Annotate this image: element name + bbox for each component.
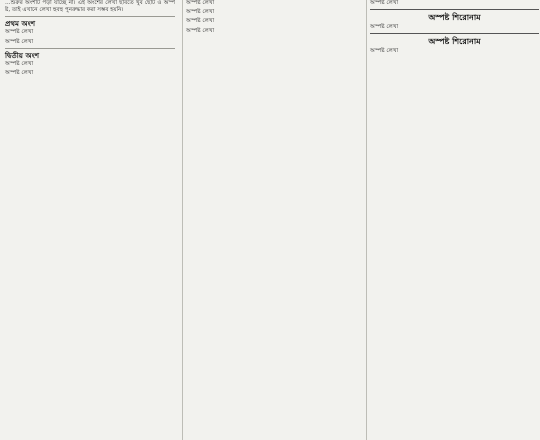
story-title: অস্পষ্ট শিরোনাম (428, 12, 481, 23)
paragraph: …শুরুর অংশটি পড়া যাচ্ছে না। এই অংশের লেখা ছবিতে খুব ছোট ও অস্পষ্ট, তাই এখানে লেখা হুবহু পুনরুদ্ধার করা সম্ভব হয়নি। (5, 0, 175, 14)
paragraph: অস্পষ্ট লেখা (186, 18, 215, 25)
paragraph: অস্পষ্ট লেখা (370, 0, 399, 6)
section-heading: প্রথম অংশ (5, 19, 36, 29)
paragraph: অস্পষ্ট লেখা (5, 60, 34, 67)
paragraph: অস্পষ্ট লেখা (5, 70, 34, 77)
paragraph: অস্পষ্ট লেখা (370, 48, 399, 55)
divider (5, 48, 175, 49)
left-column-block (2, 0, 178, 77)
divider (5, 16, 175, 17)
divider (370, 33, 539, 34)
paragraph: অস্পষ্ট লেখা (370, 24, 399, 31)
divider (370, 9, 539, 10)
middle-column (182, 0, 362, 440)
paragraph: অস্পষ্ট লেখা (186, 9, 215, 16)
paragraph: অস্পষ্ট লেখা (5, 29, 34, 36)
left-column (2, 0, 178, 440)
middle-column-block (183, 0, 362, 35)
story-title: অস্পষ্ট শিরোনাম (428, 36, 481, 47)
section-heading: দ্বিতীয় অংশ (5, 50, 40, 60)
right-column (366, 0, 540, 440)
right-column-block (367, 0, 540, 56)
paragraph: অস্পষ্ট লেখা (186, 27, 215, 34)
paragraph: অস্পষ্ট লেখা (5, 38, 34, 45)
paragraph: অস্পষ্ট লেখা (186, 0, 215, 6)
